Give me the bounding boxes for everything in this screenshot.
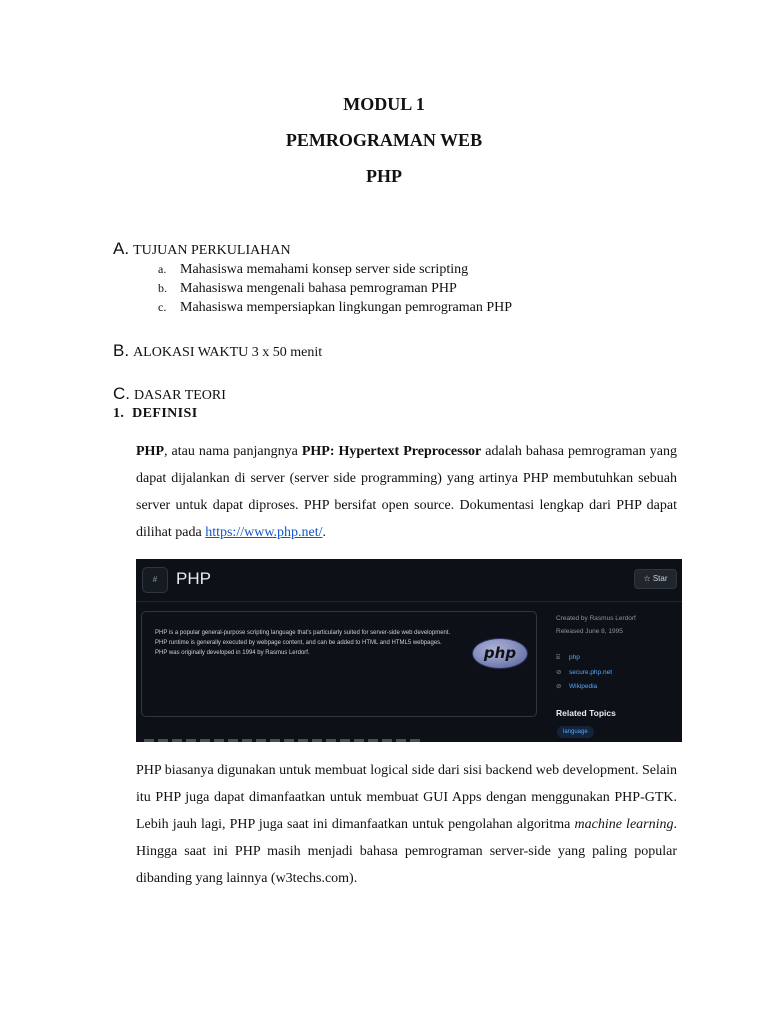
course-title: PEMROGRAMAN WEB [285,130,483,150]
section-a-heading [113,239,291,259]
link-secure-php[interactable] [556,668,612,676]
list-item-text: Mahasiswa mempersiapkan lingkungan pemrograman PHP [180,300,513,315]
paragraph-text: adalah bahasa pemrograman yang dapat dijalankan di server (server side programming) yang artinya PHP membutuhkan sebuah server untuk dapat diproses. PHP bersifat open source. Dokumentasi lengkap dari PHP dapat dilihat pada [136,444,677,540]
italic-term: machine learning [574,817,674,832]
released-date: Released June 8, 1995 [556,628,623,635]
section-title: DASAR TEORI [134,388,226,403]
link-text: Wikipedia [569,683,598,690]
link-icon: ⊘ [556,669,562,676]
star-button[interactable]: ☆ Star [634,569,677,589]
section-letter: B. [113,341,130,360]
divider [136,601,682,602]
section-c-heading [113,384,226,404]
book-icon: ⌸ [556,654,560,661]
link-icon: ⊘ [556,683,562,690]
list-marker: c. [158,300,167,314]
section-letter: C. [113,384,130,403]
link-text: secure.php.net [569,669,613,676]
subsection-number: 1. [113,406,125,421]
list-marker: a. [158,262,167,276]
list-item [158,281,457,297]
section-title: ALOKASI WAKTU 3 x 50 menit [133,345,323,360]
cropped-text-line [144,739,424,742]
hash-icon: # [142,567,168,593]
section-letter: A. [113,239,130,258]
related-topics-heading: Related Topics [556,708,616,718]
term-php: PHP [136,444,164,459]
subsection-heading [113,406,198,422]
link-php[interactable] [556,654,580,662]
module-title: MODUL 1 [343,94,425,114]
php-logo: php [472,638,528,669]
github-topic-screenshot [136,559,682,742]
paragraph-text: . [322,525,327,540]
section-title: TUJUAN PERKULIAHAN [133,243,291,258]
term-fullname: PHP: Hypertext Preprocessor [301,444,482,459]
paragraph-text: . Hingga saat ini PHP masih menjadi bahasa pemrograman server-side yang paling popular dibanding yang lainnya (w3techs.com). [136,817,677,886]
section-b-heading [113,341,322,361]
topic-heading: PHP [176,569,211,588]
subsection-title: DEFINISI [132,406,198,421]
usage-paragraph [136,757,677,892]
list-marker: b. [158,281,167,295]
created-by: Created by Rasmus Lerdorf [556,615,636,622]
paragraph-text: , atau nama panjangnya [164,444,302,459]
topic-title: PHP [366,166,402,186]
topic-description-card [141,611,537,717]
topic-description: PHP is a popular general-purpose scripting language that's particularly suited for server-side web development. PHP runtime is generally executed by webpage content, and can be added to HTML and HTML5 webpages. PHP was originally developed in 1994 by Rasmus Lerdorf. [155,630,451,656]
list-item [158,300,512,316]
list-item-text: Mahasiswa mengenali bahasa pemrograman PHP [180,281,457,296]
link-text: php [569,654,580,661]
link-wikipedia[interactable] [556,682,597,690]
topic-tag[interactable]: language [557,726,594,738]
paragraph-text: PHP biasanya digunakan untuk membuat logical side dari sisi backend web development. Selain itu PHP juga dapat dimanfaatkan untuk membuat GUI Apps dengan menggunakan PHP-GTK. Lebih jauh lagi, PHP juga saat ini dimanfaatkan untuk pengolahan algoritma [136,763,677,832]
definition-paragraph [136,438,677,546]
list-item-text: Mahasiswa memahami konsep server side scripting [180,262,469,277]
php-docs-link[interactable]: https://www.php.net/ [205,525,323,540]
list-item [158,262,468,278]
